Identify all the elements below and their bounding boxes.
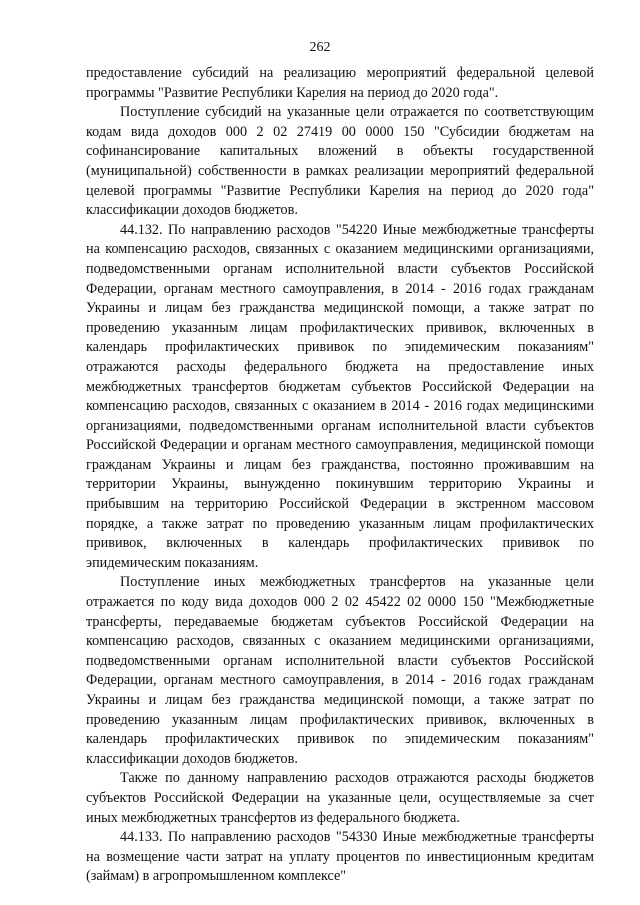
paragraph-1: предоставление субсидий на реализацию мероприятий федеральной целевой программы "Развитие Республики Карелия на период до 2020 года". <box>86 65 594 101</box>
paragraph-5: Также по данному направлению расходов отражаются расходы бюджетов субъектов Российской Федерации на указанные цели, осуществляемые за счет иных межбюджетных трансфертов из федерального бюджета. <box>86 770 594 826</box>
paragraph-6: 44.133. По направлению расходов "54330 Иные межбюджетные трансферты на возмещение части затрат на уплату процентов по инвестиционным кредитам (займам) в агропромышленном комплексе" <box>86 829 594 885</box>
page-number: 262 <box>309 40 331 55</box>
paragraph-3: 44.132. По направлению расходов "54220 Иные межбюджетные трансферты на компенсацию расходов, связанных с оказанием медицинскими организациями, подведомственными органам исполнительной власти субъектов Российской Федерации, органам местного самоуправления, в 2014 - 2016 годах гражданам Украины и лицам без гражданства медицинской помощи, а также затрат по проведению указанным лицам профилактических прививок, включенных в календарь профилактических прививок по эпидемическим показаниям" отражаются расходы федерального бюджета на предоставление иных межбюджетных трансфертов бюджетам субъектов Российской Федерации на компенсацию расходов, связанных с оказанием в 2014 - 2016 годах медицинскими организациями, подведомственными органам исполнительной власти субъектов Российской Федерации и органам местного самоуправления, медицинской помощи гражданам Украины и лицам без гражданства, постоянно проживавшим на территории Украины, вынужденно покинувшим территорию Украины и прибывшим на территорию Российской Федерации в экстренном массовом порядке, а также затрат по проведению указанным лицам профилактических прививок, включенных в календарь профилактических прививок по эпидемическим показаниям. <box>86 221 594 571</box>
paragraph-4: Поступление иных межбюджетных трансфертов на указанные цели отражается по коду вида доходов 000 2 02 45422 02 0000 150 "Межбюджетные трансферты, передаваемые бюджетам субъектов Российской Федерации на компенсацию расходов, связанных с оказанием медицинскими организациями, подведомственными органам исполнительной власти субъектов Российской Федерации, органам местного самоуправления, в 2014 - 2016 годах гражданам Украины и лицам без гражданства медицинской помощи, а также затрат по проведению указанным лицам профилактических прививок, включенных в календарь профилактических прививок по эпидемическим показаниям" классификации доходов бюджетов. <box>86 574 594 767</box>
document-body <box>86 64 594 887</box>
paragraph-2: Поступление субсидий на указанные цели отражается по соответствующим кодам вида доходов 000 2 02 27419 00 0000 150 "Субсидии бюджетам на софинансирование капитальных вложений в объекты государственной (муниципальной) собственности в рамках реализации мероприятий федеральной целевой программы "Развитие Республики Карелия на период до 2020 года" классификации доходов бюджетов. <box>86 104 594 219</box>
